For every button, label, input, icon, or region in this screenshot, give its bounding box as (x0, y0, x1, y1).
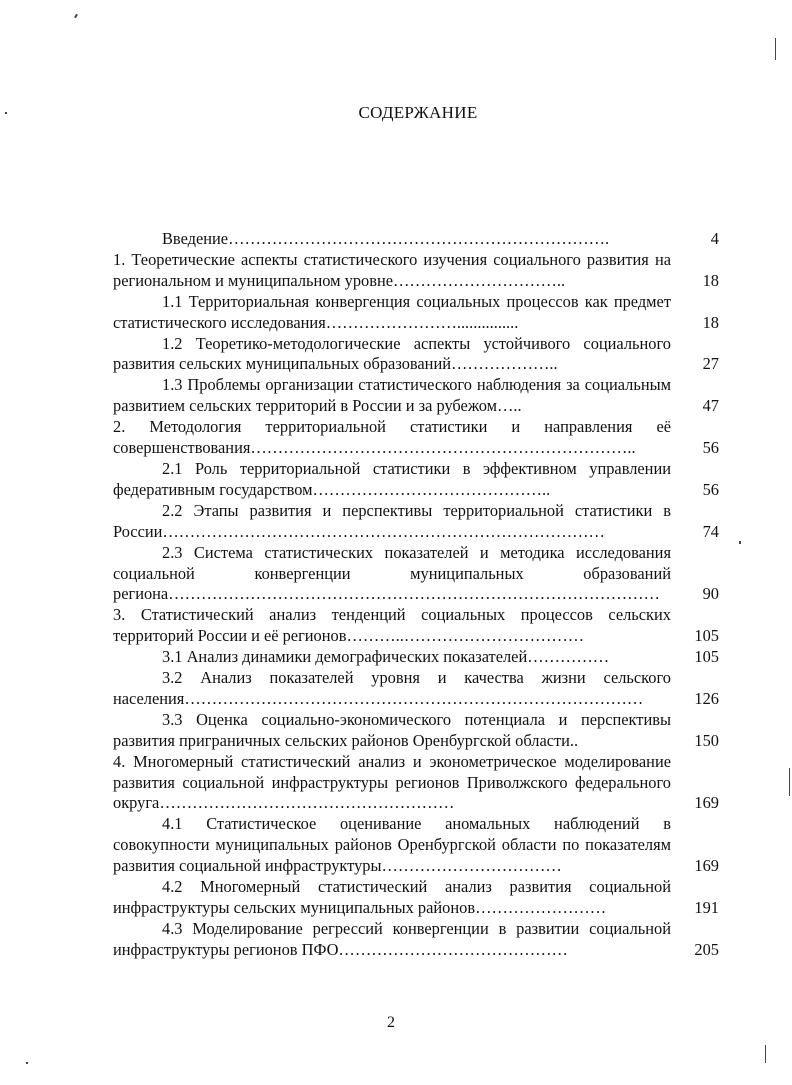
toc-entry-text: 2.1 Роль территориальной статистики в эффективном управлении федеративным государством…………………………………….. (113, 458, 671, 499)
toc-entry-page: 18 (702, 312, 719, 332)
toc-entry-page: 169 (694, 856, 719, 876)
toc-entry-text: 2.2 Этапы развития и перспективы территориальной статистики в России……………………………………………………………………… (113, 500, 671, 541)
toc-entry-section-3-1 (113, 647, 725, 668)
toc-entry-section-1-1 (113, 292, 725, 334)
toc-entry-page: 27 (702, 354, 719, 374)
toc-entry-section-2-2 (113, 501, 725, 543)
toc-entry-page: 126 (694, 688, 719, 708)
toc-entry-page: 205 (694, 939, 719, 959)
toc-entry-page: 105 (694, 626, 719, 646)
toc-entry-section-2-1 (113, 459, 725, 501)
scan-speck (74, 14, 78, 18)
toc-entry-page: 105 (694, 647, 719, 667)
toc-entry-text: 1.3 Проблемы организации статистического наблюдения за социальным развитием сельских территорий в России и за рубежом….. (113, 375, 671, 416)
toc-entry-text: 4.2 Многомерный статистический анализ развития социальной инфраструктуры сельских муниципальных районов…………………… (113, 877, 671, 917)
toc-entry-introduction (113, 229, 725, 250)
toc-entry-text: Введение……………………………………………………………. (162, 229, 610, 248)
toc-entry-text: 1.1 Территориальная конвергенция социальных процессов как предмет статистического исследования……………………............... (113, 291, 671, 332)
scan-speck (739, 541, 741, 544)
toc-entry-chapter-2 (113, 417, 725, 459)
toc-entry-page: 4 (710, 229, 719, 248)
toc-entry-chapter-1 (113, 250, 725, 292)
toc-entry-page: 150 (694, 730, 719, 750)
table-of-contents (113, 229, 725, 961)
toc-entry-chapter-4 (113, 752, 725, 815)
toc-entry-chapter-3 (113, 605, 725, 647)
toc-entry-page: 56 (702, 438, 719, 458)
toc-entry-page: 74 (702, 521, 719, 541)
toc-entry-page: 56 (702, 479, 719, 499)
scan-speck (26, 1062, 28, 1064)
toc-entry-section-1-3 (113, 375, 725, 417)
toc-entry-text: 4.3 Моделирование регрессий конвергенции в развитии социальной инфраструктуры регионов ПФО…………………………………… (113, 918, 671, 959)
toc-entry-section-2-3 (113, 543, 725, 606)
toc-entry-text: 3.1 Анализ динамики демографических показателей…………… (162, 647, 610, 667)
toc-entry-section-3-3 (113, 710, 725, 752)
scan-speck (5, 112, 7, 114)
page-number: 2 (387, 1014, 395, 1031)
toc-entry-page: 90 (702, 584, 719, 604)
toc-entry-text: 3.2 Анализ показателей уровня и качества жизни сельского населения………………………………………………………………………… (113, 668, 671, 708)
toc-entry-section-4-3 (113, 919, 725, 961)
toc-entry-text: 3. Статистический анализ тенденций социальных процессов сельских территорий России и её регионов………..…………………………… (113, 605, 671, 646)
scan-speck (775, 38, 776, 60)
toc-entry-text: 3.3 Оценка социально-экономического потенциала и перспективы развития приграничных сельских районов Оренбургской области.. (113, 709, 671, 750)
toc-entry-section-4-2 (113, 877, 725, 919)
toc-entry-section-3-2 (113, 668, 725, 710)
toc-entry-page: 191 (694, 898, 719, 917)
toc-entry-text: 4.1 Статистическое оценивание аномальных наблюдений в совокупности муниципальных районов Оренбургской области по показателям развития социальной инфраструктуры…………………………… (113, 814, 671, 876)
page-title: СОДЕРЖАНИЕ (358, 103, 478, 122)
toc-entry-text: 2.3 Система статистических показателей и методика исследования социальной конвергенции муниципальных образований региона……………………………………………………………………………… (113, 542, 671, 604)
toc-entry-text: 2. Методология территориальной статистики и направления её совершенствования…………………………………………………………….. (113, 417, 671, 458)
scan-speck (789, 768, 790, 796)
toc-entry-text: 1. Теоретические аспекты статистического изучения социального развития на региональном и муниципальном уровне………………………….. (113, 249, 671, 290)
toc-entry-text: 1.2 Теоретико-методологические аспекты устойчивого социального развития сельских муниципальных образований……………….. (113, 333, 671, 374)
scan-speck (765, 1045, 766, 1063)
toc-entry-section-1-2 (113, 334, 725, 376)
toc-entry-section-4-1 (113, 814, 725, 877)
toc-entry-page: 18 (702, 270, 719, 290)
toc-entry-text: 4. Многомерный статистический анализ и эконометрическое моделирование развития социальной инфраструктуры регионов Приволжского федерального округа……………………………………………… (113, 751, 671, 813)
toc-entry-page: 169 (694, 793, 719, 813)
toc-entry-page: 47 (702, 396, 719, 416)
